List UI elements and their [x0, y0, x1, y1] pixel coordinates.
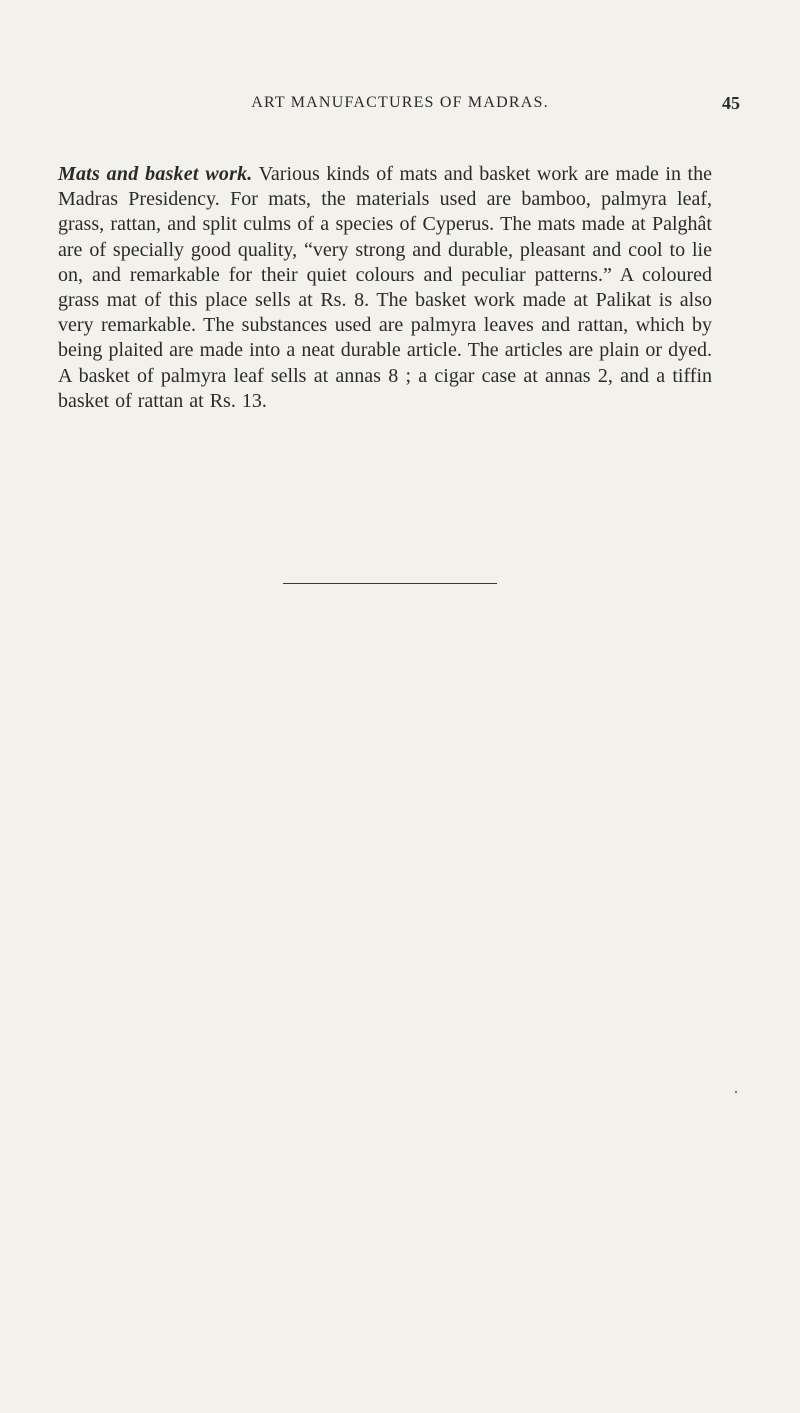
section-heading: Mats and basket work.: [58, 163, 253, 185]
section-body: Various kinds of mats and basket work are made in the Madras Presidency. For mats, the materials used are bamboo, palmyra leaf, grass, rattan, and split culms of a species of Cyperus. The mats made at Palghât are of specially good quality, “very strong and durable, pleasant and cool to lie on, and remarkable for their quiet colours and peculiar patterns.” A coloured grass mat of this place sells at Rs. 8. The basket work made at Palikat is also very remarkable. The substances used are palmyra leaves and rattan, which by being plaited are made into a neat durable article. The articles are plain or dyed. A basket of palmyra leaf sells at annas 8 ; a cigar case at annas 2, and a tiffin basket of rattan at Rs. 13.: [58, 163, 712, 412]
paper-speck: [735, 1091, 737, 1093]
page-number: 45: [722, 93, 740, 113]
section-paragraph: [58, 162, 712, 414]
running-head: [58, 94, 742, 118]
section-divider: [283, 583, 497, 584]
running-title: ART MANUFACTURES OF MADRAS.: [251, 94, 549, 111]
